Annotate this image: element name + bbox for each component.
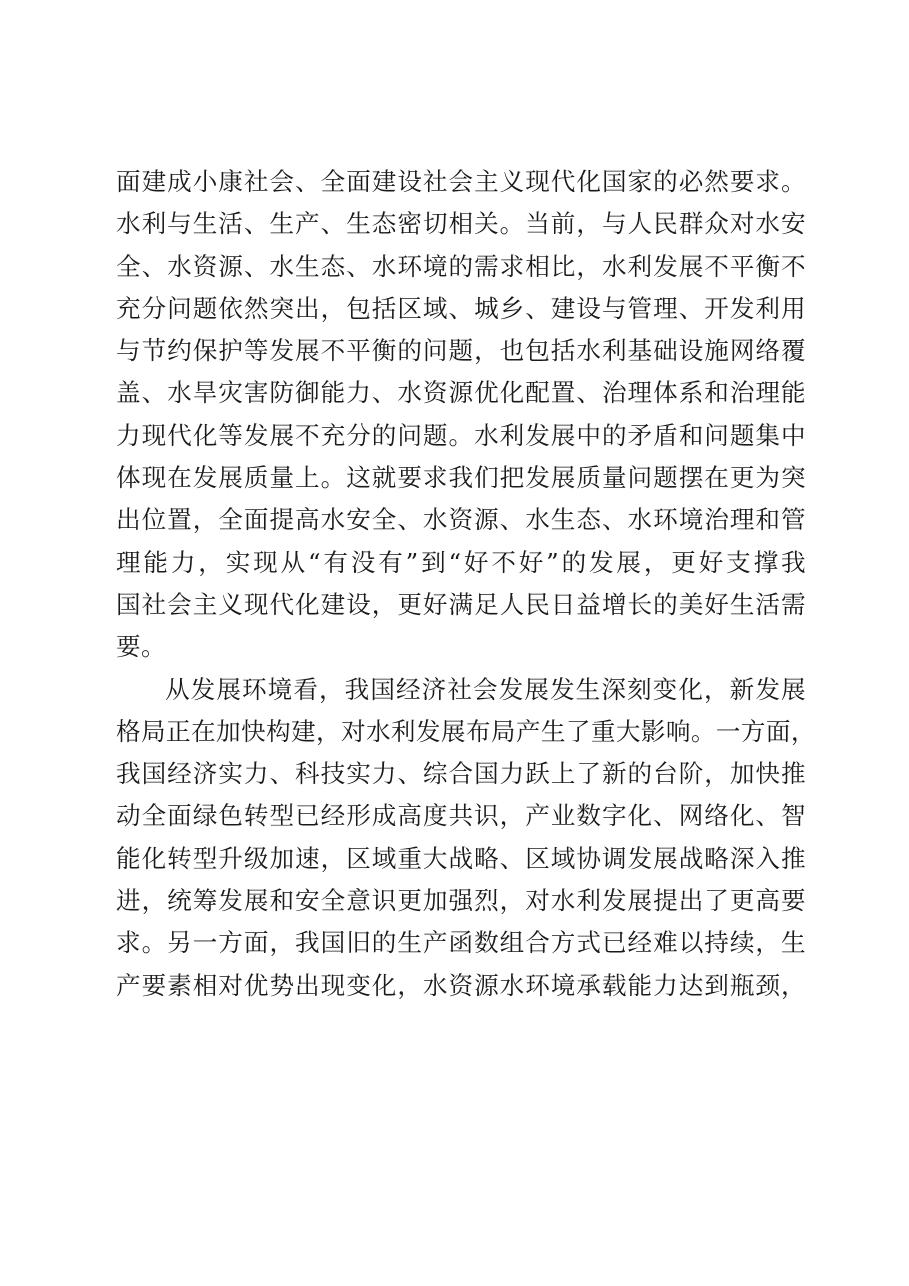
text-line: 要。 [116, 632, 166, 662]
text-line: 力现代化等发展不充分的问题。水利发展中的矛盾和问题集中 [116, 420, 806, 450]
text-line: 全、水资源、水生态、水环境的需求相比，水利发展不平衡不 [116, 251, 806, 281]
text-line: 充分问题依然突出，包括区域、城乡、建设与管理、开发利用 [116, 293, 806, 323]
text-line: 我国经济实力、科技实力、综合国力跃上了新的台阶，加快推 [116, 759, 806, 789]
text-line: 动全面绿色转型已经形成高度共识，产业数字化、网络化、智 [116, 801, 806, 831]
text-line: 国社会主义现代化建设，更好满足人民日益增长的美好生活需 [116, 589, 806, 619]
text-line: 盖、水旱灾害防御能力、水资源优化配置、治理体系和治理能 [116, 378, 806, 408]
text-line: 产要素相对优势出现变化，水资源水环境承载能力达到瓶颈， [116, 970, 806, 1000]
text-line: 体现在发展质量上。这就要求我们把发展质量问题摆在更为突 [116, 463, 806, 493]
text-line: 从发展环境看，我国经济社会发展发生深刻变化，新发展 [165, 674, 806, 704]
text-line: 格局正在加快构建，对水利发展布局产生了重大影响。一方面， [116, 716, 816, 746]
text-line: 进，统筹发展和安全意识更加强烈，对水利发展提出了更高要 [116, 886, 806, 916]
text-line: 水利与生活、生产、生态密切相关。当前，与人民群众对水安 [116, 209, 806, 239]
text-line: 理能力，实现从“有没有”到“好不好”的发展，更好支撑我 [116, 547, 806, 577]
text-line: 出位置，全面提高水安全、水资源、水生态、水环境治理和管 [116, 505, 806, 535]
text-line: 与节约保护等发展不平衡的问题，也包括水利基础设施网络覆 [116, 336, 806, 366]
text-line: 求。另一方面，我国旧的生产函数组合方式已经难以持续，生 [116, 928, 806, 958]
text-line: 能化转型升级加速，区域重大战略、区域协调发展战略深入推 [116, 843, 806, 873]
body-text [116, 161, 816, 1007]
text-line: 面建成小康社会、全面建设社会主义现代化国家的必然要求。 [116, 167, 806, 196]
